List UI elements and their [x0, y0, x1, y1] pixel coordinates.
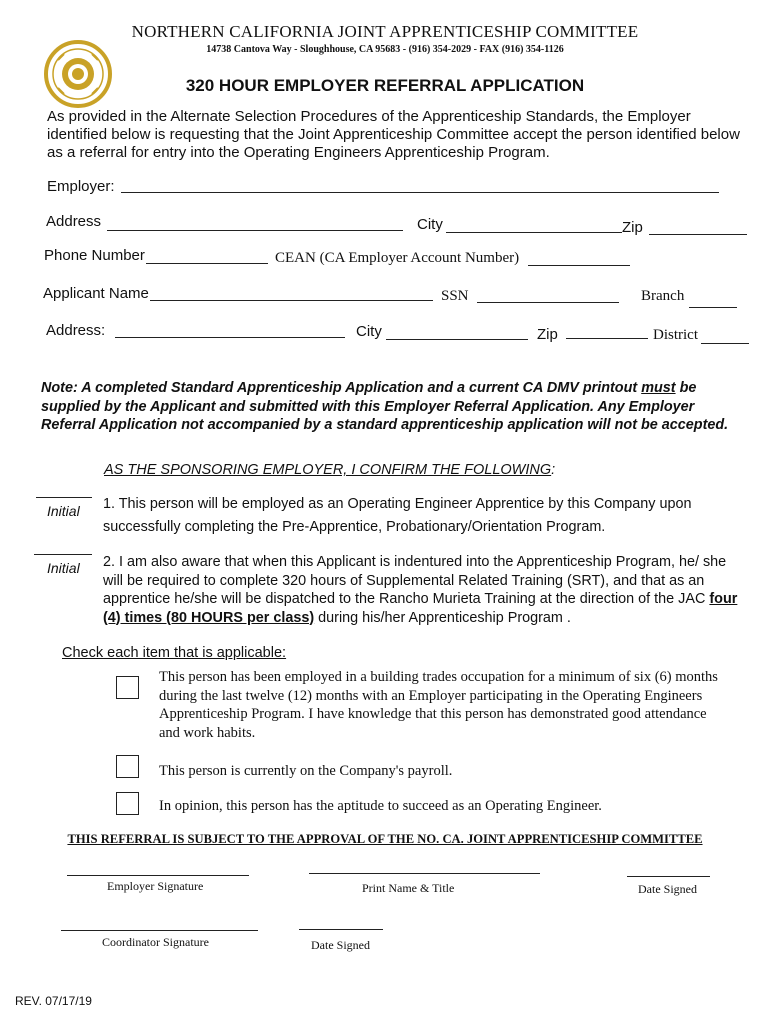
applicant-zip-label: Zip — [537, 326, 558, 343]
confirm-heading-text: AS THE SPONSORING EMPLOYER, I CONFIRM THE FOLLOWING — [104, 462, 552, 478]
item-2-emphasis: four (4) times (80 HOURS per class) — [103, 591, 738, 626]
intro-paragraph: As provided in the Alternate Selection Procedures of the Apprenticeship Standards, the Employer identified below is requesting that the Joint Apprenticeship Committee accept the person identified below as a referral for entry into the Operating Engineers Apprenticeship Program. — [47, 108, 740, 161]
initial-label-2: Initial — [47, 560, 80, 576]
checkbox-on-payroll[interactable] — [116, 755, 139, 778]
applicant-address-label: Address: — [46, 322, 106, 339]
district-field[interactable] — [701, 343, 749, 344]
checklist-item-aptitude: In opinion, this person has the aptitude to succeed as an Operating Engineer. — [159, 798, 602, 814]
applicant-city-label: City — [356, 323, 382, 340]
employer-signature-field[interactable] — [67, 875, 249, 876]
checklist-item-employment-history: This person has been employed in a building trades occupation for a minimum of six (6) months during the last twelve (12) months with an Employer participating in the Operating Engineers Apprenticeship Program. I have knowledge that this person has demonstrated good attendance and work habits. — [159, 669, 718, 741]
confirm-heading — [104, 462, 555, 478]
address-label: Address — [46, 213, 102, 230]
note-text-part2: be supplied by the Applicant and submitted with this Employer Referral Application. Any Employer Referral Application not accompanied by a standard apprenticeship application will not be accepted. — [41, 380, 729, 433]
applicant-zip-field[interactable] — [566, 338, 648, 339]
page-title: 320 HOUR EMPLOYER REFERRAL APPLICATION — [185, 76, 585, 95]
checkbox-employment-history[interactable] — [116, 676, 139, 699]
checklist-item-on-payroll: This person is currently on the Company's payroll. — [159, 763, 453, 779]
date-signed-field-1[interactable] — [627, 876, 710, 877]
city-field[interactable] — [446, 232, 622, 233]
print-name-title-label: Print Name & Title — [362, 881, 455, 895]
employer-label: Employer: — [47, 178, 115, 195]
branch-label: Branch — [641, 288, 685, 304]
applicant-city-field[interactable] — [386, 339, 528, 340]
item-2-text — [103, 553, 748, 627]
cean-label: CEAN (CA Employer Account Number) — [275, 250, 520, 266]
city-label: City — [417, 216, 443, 233]
note-text-part1: Note: A completed Standard Apprenticeship Application and a current CA DMV printout — [41, 380, 642, 396]
employer-field[interactable] — [121, 192, 719, 193]
item-2-text-part1: 2. I am also aware that when this Applicant is indentured into the Apprenticeship Program, he/ she will be required to complete 320 hours of Supplemental Related Training (SRT), and that as an apprentice he/she will be dispatched to the Rancho Murieta Training at the direction of the JAC — [103, 554, 727, 607]
date-signed-field-2[interactable] — [299, 929, 383, 930]
note-emphasis: must — [641, 380, 676, 396]
applicant-name-field[interactable] — [150, 300, 433, 301]
date-signed-label-2: Date Signed — [311, 938, 370, 952]
approval-notice: THIS REFERRAL IS SUBJECT TO THE APPROVAL OF THE NO. CA. JOINT APPRENTICESHIP COMMITTEE — [67, 832, 703, 846]
checkbox-aptitude[interactable] — [116, 792, 139, 815]
initial-field-2[interactable] — [34, 554, 92, 555]
address-field[interactable] — [107, 230, 403, 231]
cean-field[interactable] — [528, 265, 630, 266]
item-2-text-part2: during his/her Apprenticeship Program . — [314, 609, 571, 626]
district-label: District — [653, 327, 698, 343]
note-paragraph — [41, 379, 746, 435]
phone-label: Phone Number — [44, 247, 145, 264]
applicant-name-label: Applicant Name — [43, 285, 149, 302]
employer-signature-label: Employer Signature — [107, 879, 204, 893]
organization-address: 14738 Cantova Way - Sloughhouse, CA 95683 - (916) 354-2029 - FAX (916) 354-1126 — [206, 44, 564, 55]
zip-label: Zip — [622, 219, 643, 236]
confirm-heading-colon: : — [551, 462, 556, 478]
date-signed-label-1: Date Signed — [638, 882, 697, 896]
ssn-label: SSN — [441, 288, 469, 304]
item-1-text: 1. This person will be employed as an Operating Engineer Apprentice by this Company upon successfully completing the Pre-Apprentice, Probationary/Orientation Program. — [103, 496, 692, 535]
coordinator-signature-label: Coordinator Signature — [102, 935, 209, 949]
checklist-heading: Check each item that is applicable: — [62, 645, 287, 661]
revision-label: REV. 07/17/19 — [15, 994, 92, 1008]
applicant-address-field[interactable] — [115, 337, 345, 338]
branch-field[interactable] — [689, 307, 737, 308]
initial-label-1: Initial — [47, 503, 80, 519]
phone-field[interactable] — [146, 263, 268, 264]
organization-name: NORTHERN CALIFORNIA JOINT APPRENTICESHIP COMMITTEE — [131, 22, 639, 41]
zip-field[interactable] — [649, 234, 747, 235]
print-name-title-field[interactable] — [309, 873, 540, 874]
ssn-field[interactable] — [477, 302, 619, 303]
coordinator-signature-field[interactable] — [61, 930, 258, 931]
initial-field-1[interactable] — [36, 497, 92, 498]
